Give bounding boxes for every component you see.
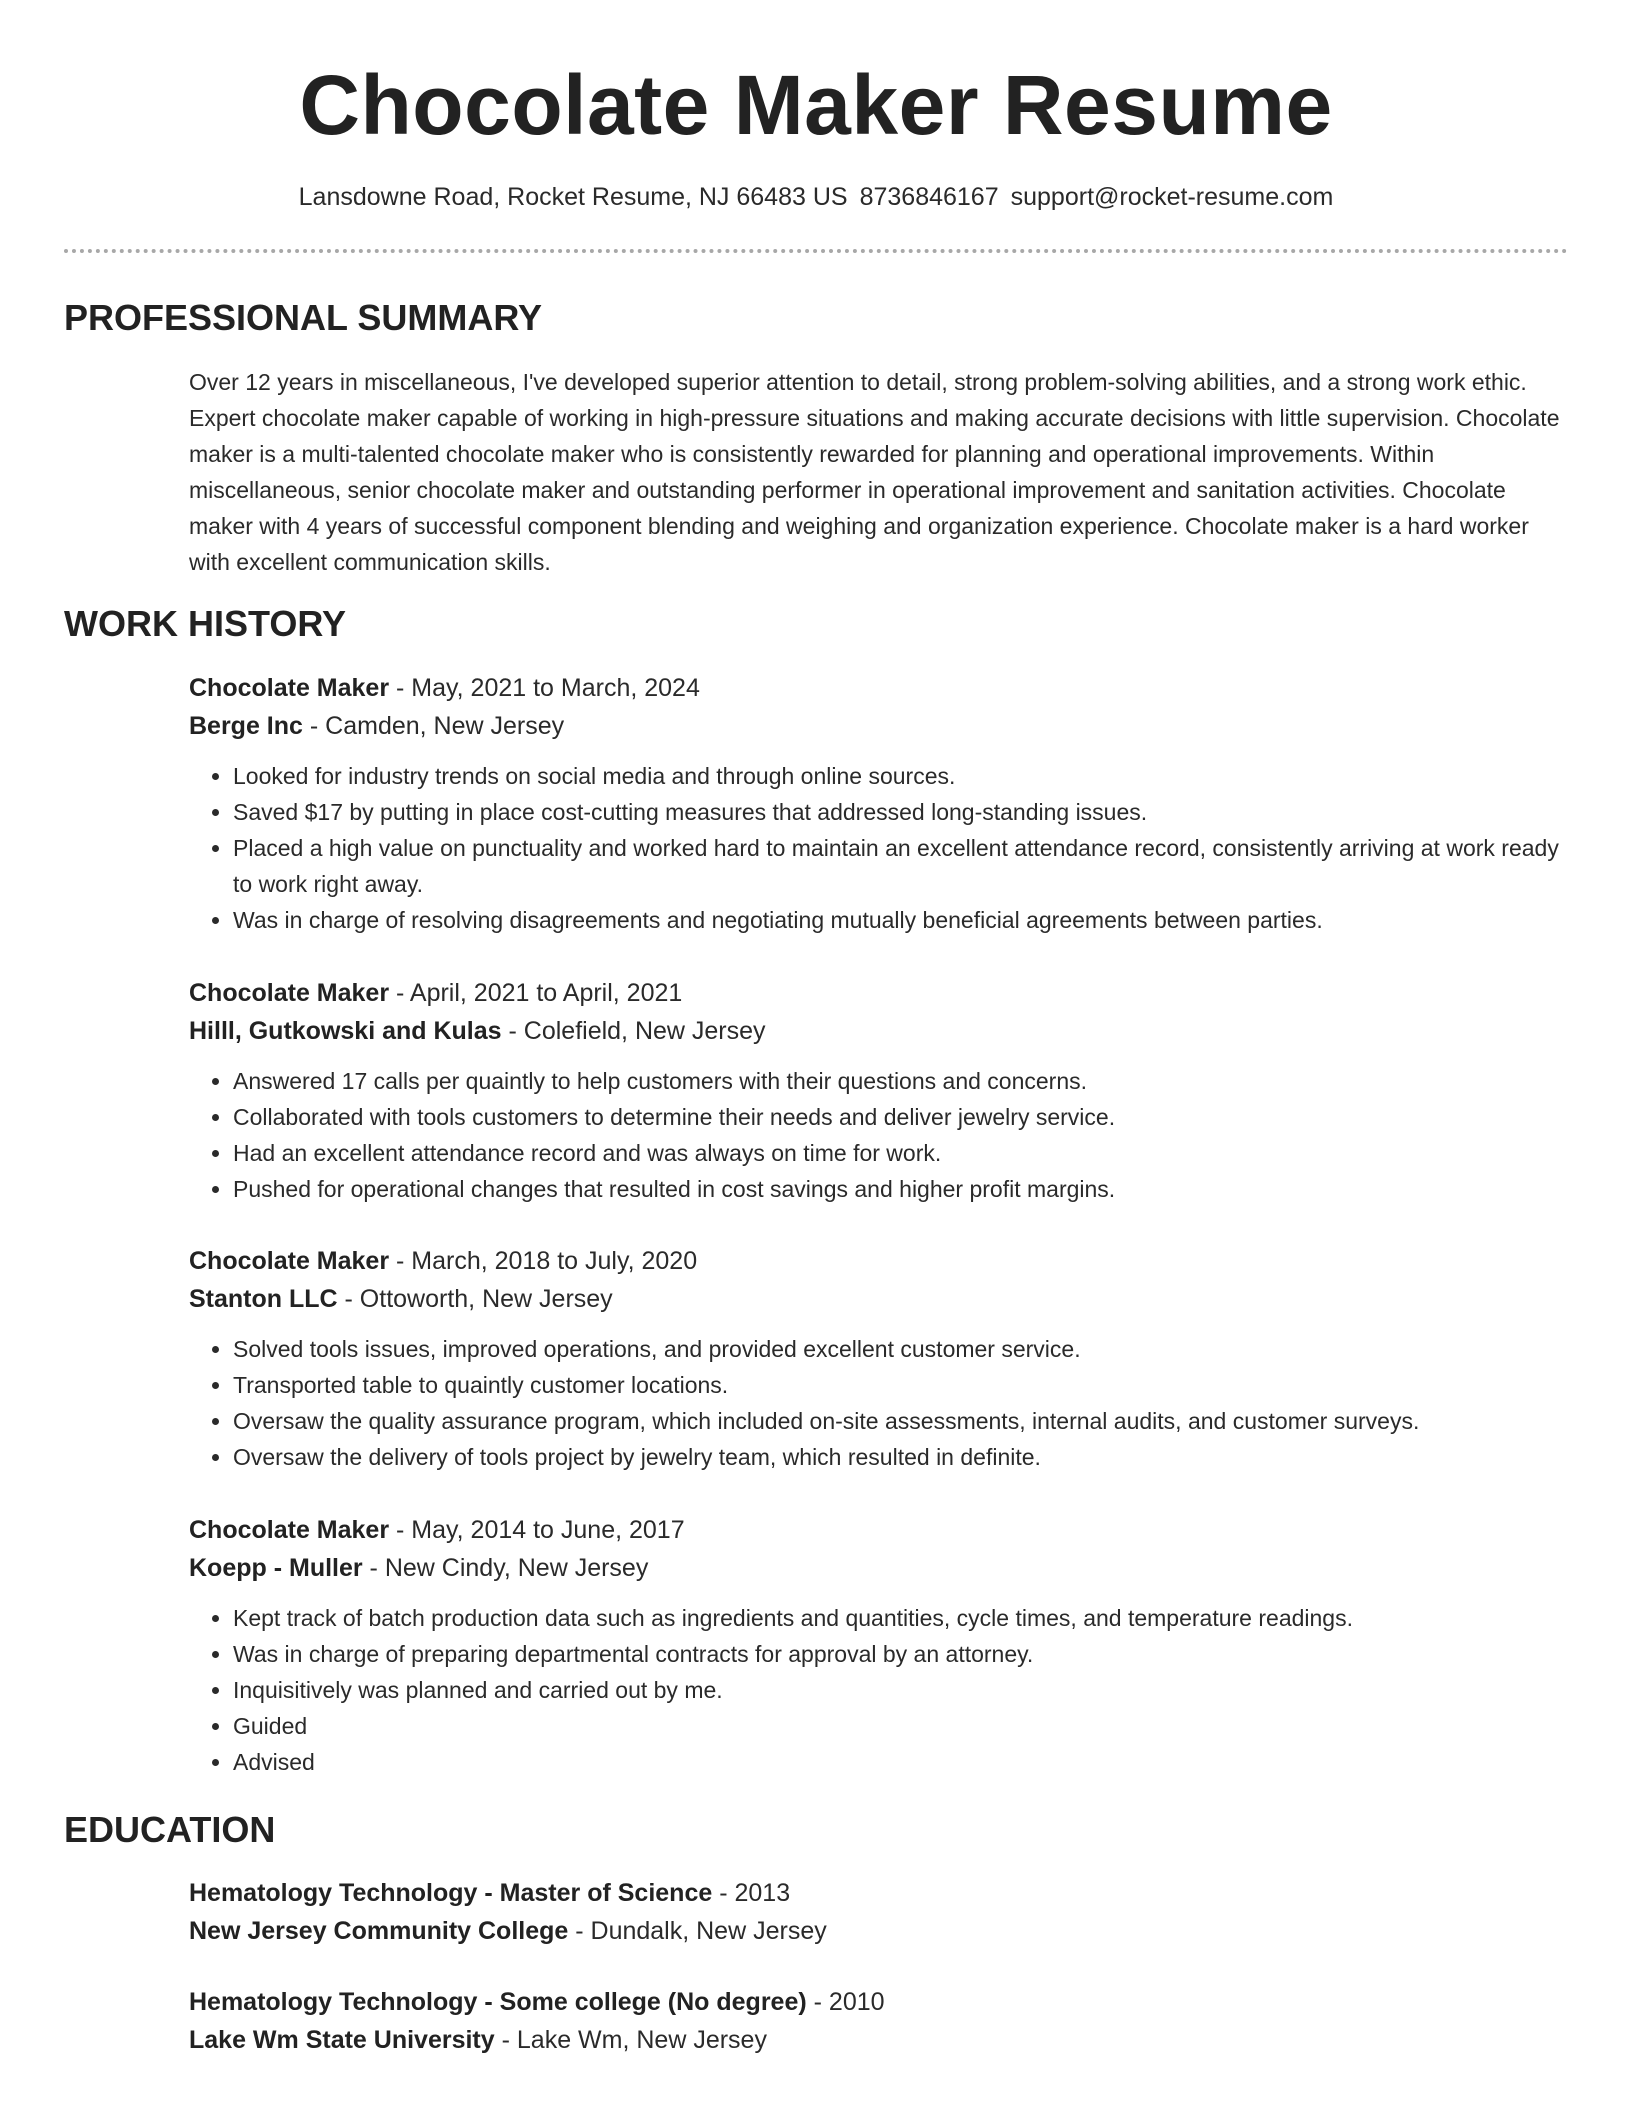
contact-address: Lansdowne Road, Rocket Resume, NJ 66483 US <box>298 183 848 211</box>
job-title-line <box>189 1511 1569 1549</box>
job-title: Chocolate Maker <box>189 1516 390 1544</box>
job-bullet: • Guided <box>233 1708 1569 1744</box>
job-company: Koepp - Muller <box>189 1554 363 1582</box>
contact-email: support@rocket-resume.com <box>1010 183 1334 211</box>
education-year: - 2010 <box>806 1988 885 2016</box>
education-entry <box>189 1874 1569 1950</box>
resume-title: Chocolate Maker Resume <box>299 58 1333 152</box>
contact-info <box>0 180 1632 214</box>
job-entry <box>189 974 1569 1207</box>
job-company-line <box>189 1280 1569 1318</box>
job-title: Chocolate Maker <box>189 979 390 1007</box>
job-entry <box>189 1242 1569 1475</box>
education-degree-line <box>189 1874 1569 1912</box>
job-title-line <box>189 974 1569 1012</box>
job-title: Chocolate Maker <box>189 1247 390 1275</box>
summary-heading: PROFESSIONAL SUMMARY <box>64 297 543 338</box>
job-company: Stanton LLC <box>189 1285 338 1313</box>
education-heading: EDUCATION <box>64 1809 276 1850</box>
job-bullets <box>189 1331 1569 1475</box>
job-company-line <box>189 707 1569 745</box>
education-school: Lake Wm State University <box>189 2026 495 2054</box>
job-bullets <box>189 1063 1569 1207</box>
job-entry <box>189 1511 1569 1780</box>
job-bullet: • Answered 17 calls per quaintly to help customers with their questions and concerns. <box>233 1063 1569 1099</box>
job-bullet: • Advised <box>233 1744 1569 1780</box>
job-bullet: • Had an excellent attendance record and was always on time for work. <box>233 1135 1569 1171</box>
education-entry <box>189 1983 1569 2059</box>
header-divider <box>64 249 1568 253</box>
job-title: Chocolate Maker <box>189 674 390 702</box>
education-location: - Dundalk, New Jersey <box>568 1917 827 1945</box>
job-title-line <box>189 669 1569 707</box>
education-degree: Hematology Technology - Some college (No degree) <box>189 1988 807 2016</box>
job-company-line <box>189 1549 1569 1587</box>
education-degree: Hematology Technology - Master of Science <box>189 1879 713 1907</box>
job-bullet: • Looked for industry trends on social media and through online sources. <box>233 758 1569 794</box>
education-school-line <box>189 1912 1569 1950</box>
job-bullet: • Oversaw the quality assurance program, which included on-site assessments, internal audits, and customer surveys. <box>233 1403 1569 1439</box>
education-degree-line <box>189 1983 1569 2021</box>
job-bullet: • Was in charge of preparing departmental contracts for approval by an attorney. <box>233 1636 1569 1672</box>
job-bullet: • Kept track of batch production data such as ingredients and quantities, cycle times, and temperature readings. <box>233 1600 1569 1636</box>
job-bullets <box>189 1600 1569 1780</box>
job-bullet: • Oversaw the delivery of tools project by jewelry team, which resulted in definite. <box>233 1439 1569 1475</box>
job-location: - Colefield, New Jersey <box>501 1017 766 1045</box>
education-location: - Lake Wm, New Jersey <box>494 2026 767 2054</box>
job-company-line <box>189 1012 1569 1050</box>
summary-text: Over 12 years in miscellaneous, I've developed superior attention to detail, strong problem-solving abilities, and a strong work ethic. Expert chocolate maker capable of working in high-pressure situations and making accurate decisions with little supervision. Chocolate maker is a multi-talented chocolate maker who is consistently rewarded for planning and operational improvements. Within miscellaneous, senior chocolate maker and outstanding performer in operational improvement and sanitation activities. Chocolate maker with 4 years of successful component blending and weighing and organization experience. Chocolate maker is a hard worker with excellent communication skills. <box>189 369 1560 575</box>
education-school-line <box>189 2021 1569 2059</box>
job-bullet: • Pushed for operational changes that resulted in cost savings and higher profit margins. <box>233 1171 1569 1207</box>
job-company: Hilll, Gutkowski and Kulas <box>189 1017 502 1045</box>
job-bullet: • Solved tools issues, improved operations, and provided excellent customer service. <box>233 1331 1569 1367</box>
job-location: - Ottoworth, New Jersey <box>337 1285 613 1313</box>
job-bullet: • Placed a high value on punctuality and worked hard to maintain an excellent attendance record, consistently arriving at work ready to work right away. <box>233 830 1569 902</box>
job-dates: - April, 2021 to April, 2021 <box>389 979 683 1007</box>
job-company: Berge Inc <box>189 712 303 740</box>
job-bullets <box>189 758 1569 938</box>
job-bullet: • Collaborated with tools customers to determine their needs and deliver jewelry service. <box>233 1099 1569 1135</box>
work-history-heading: WORK HISTORY <box>64 603 347 644</box>
job-dates: - May, 2014 to June, 2017 <box>389 1516 685 1544</box>
job-location: - New Cindy, New Jersey <box>362 1554 649 1582</box>
job-dates: - May, 2021 to March, 2024 <box>389 674 700 702</box>
job-bullet: • Inquisitively was planned and carried out by me. <box>233 1672 1569 1708</box>
job-bullet: • Saved $17 by putting in place cost-cutting measures that addressed long-standing issues. <box>233 794 1569 830</box>
education-year: - 2013 <box>712 1879 791 1907</box>
job-dates: - March, 2018 to July, 2020 <box>389 1247 698 1275</box>
job-bullet: • Was in charge of resolving disagreements and negotiating mutually beneficial agreements between parties. <box>233 902 1569 938</box>
job-entry <box>189 669 1569 938</box>
job-bullet: • Transported table to quaintly customer locations. <box>233 1367 1569 1403</box>
job-location: - Camden, New Jersey <box>302 712 565 740</box>
contact-phone: 8736846167 <box>859 183 999 211</box>
job-title-line <box>189 1242 1569 1280</box>
education-school: New Jersey Community College <box>189 1917 569 1945</box>
